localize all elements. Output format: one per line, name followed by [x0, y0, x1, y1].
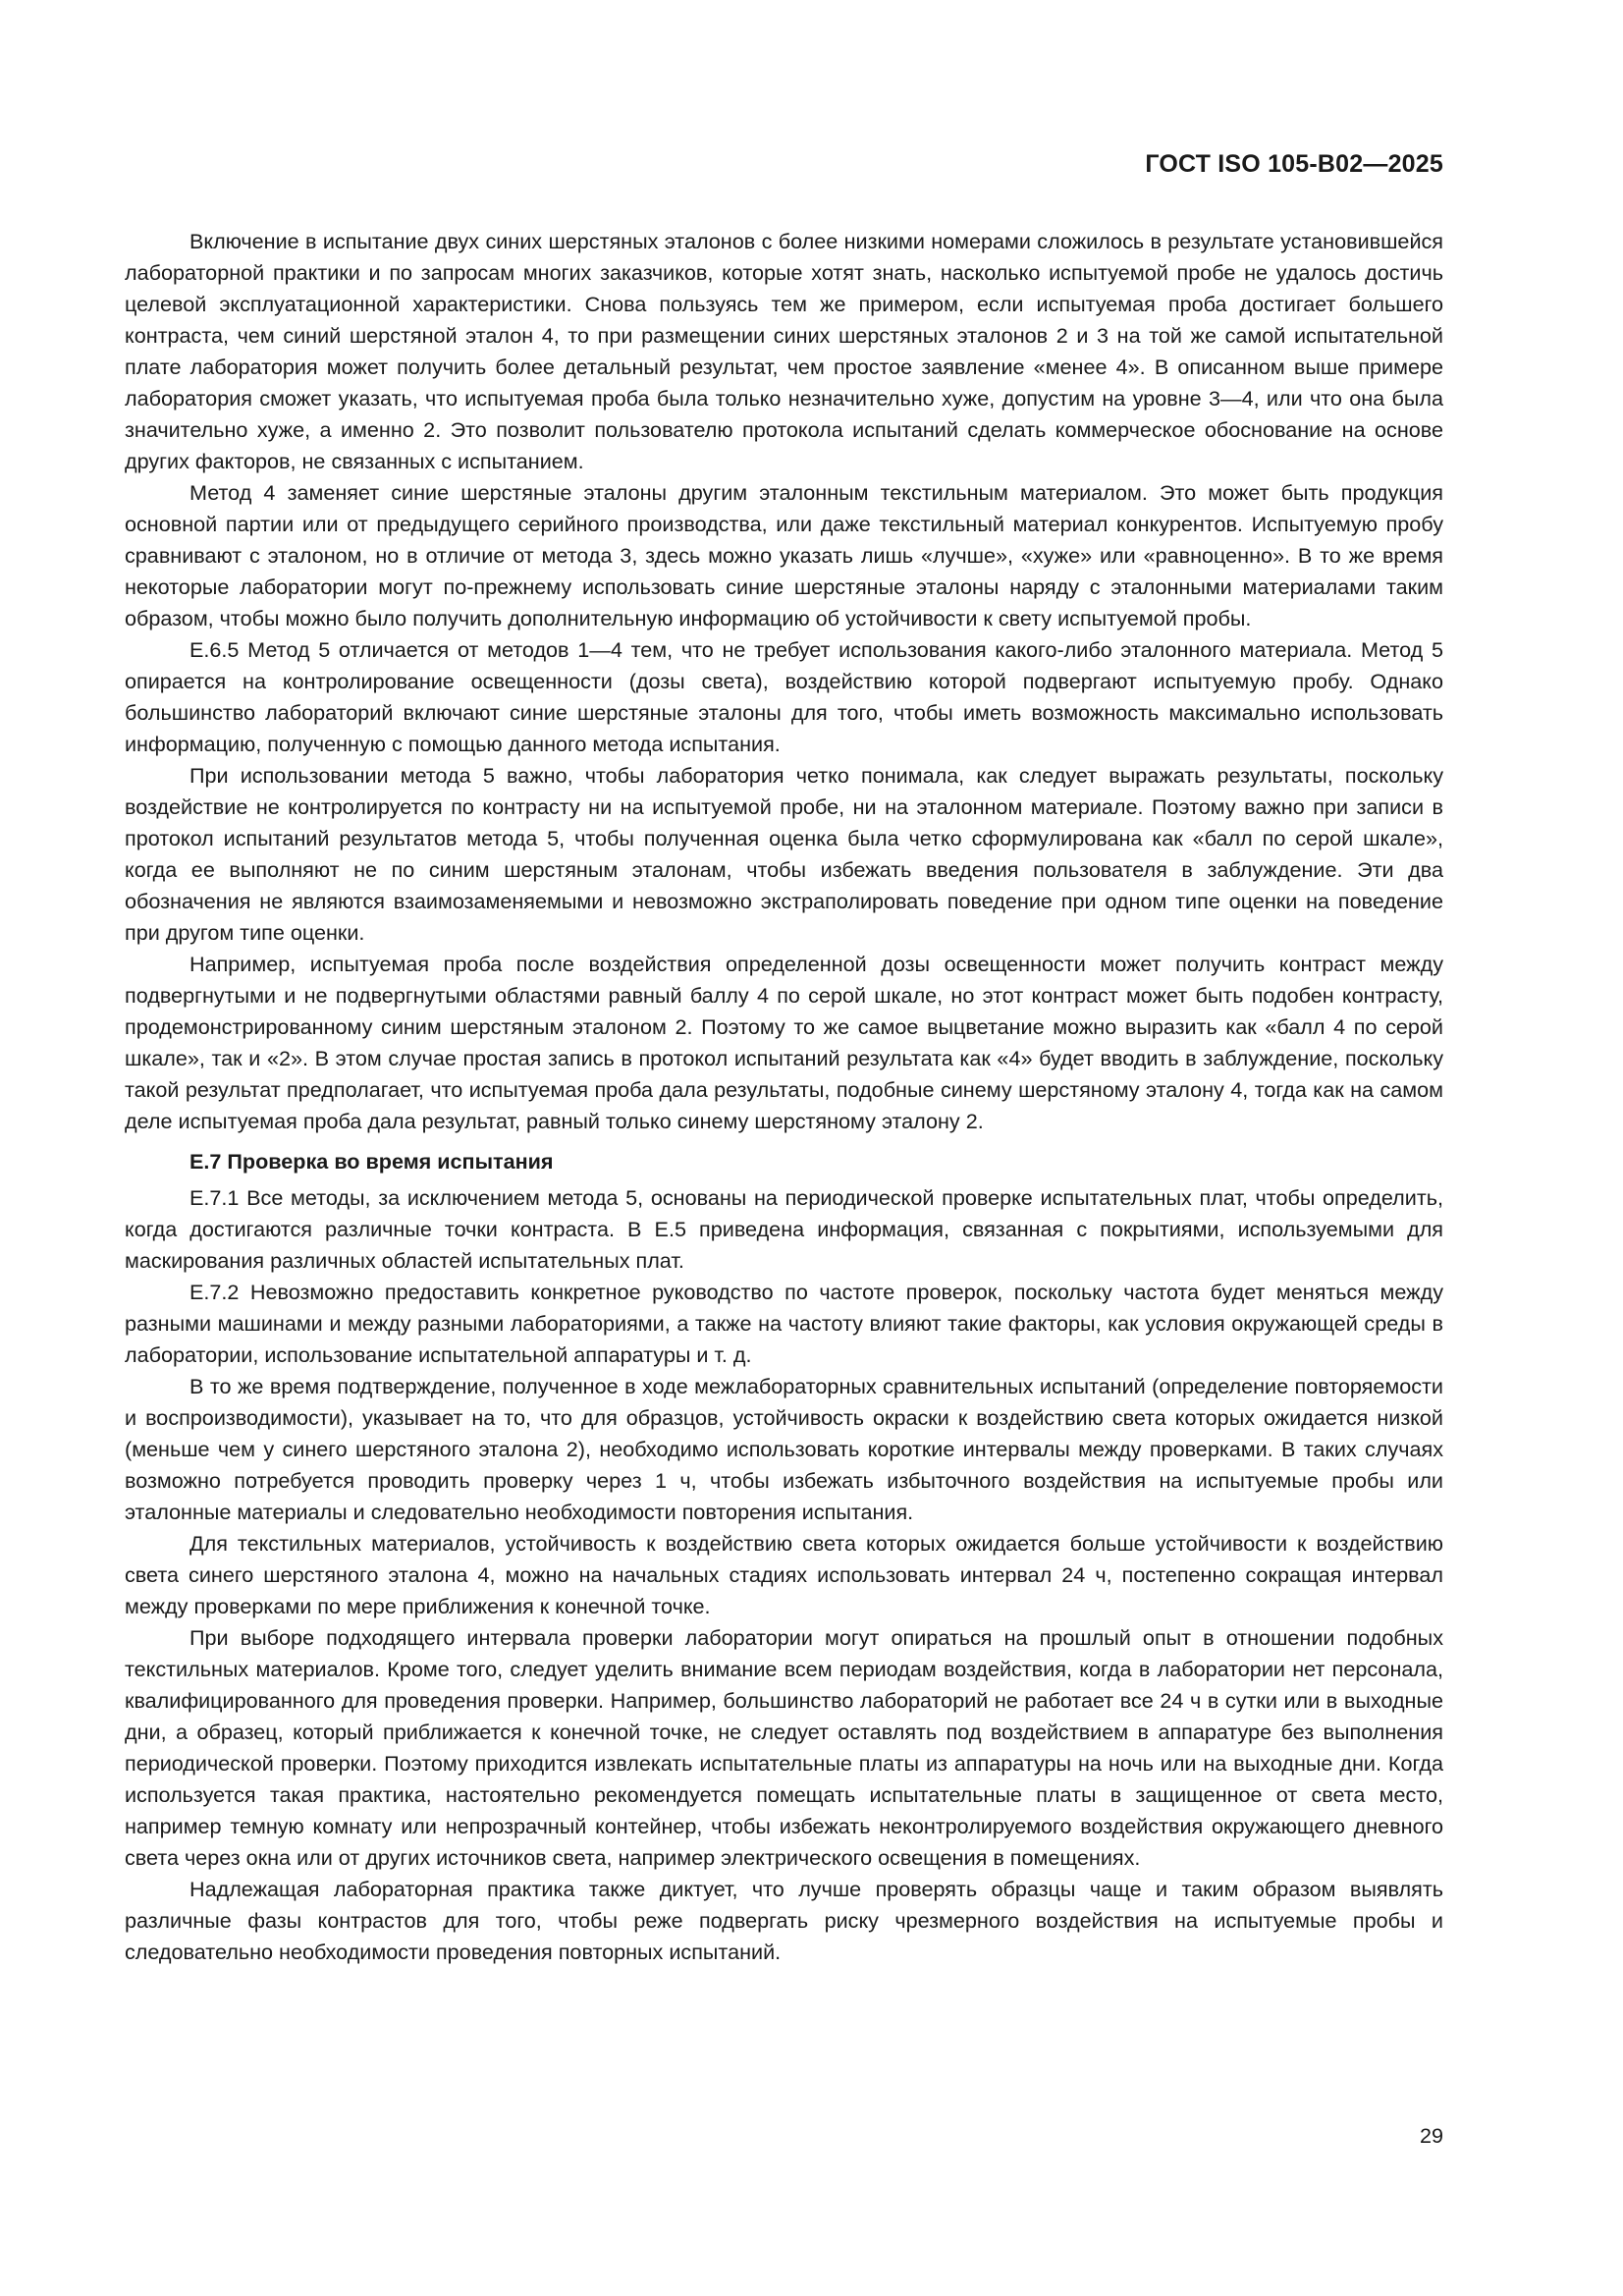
paragraph: Включение в испытание двух синих шерстяных эталонов с более низкими номерами сложилось в результате установившейся лабораторной практики и по запросам многих заказчиков, которые хотят знать, насколько испытуемой пробе не удалось достичь целевой эксплуатационной характеристики. Снова пользуясь тем же примером, если испытуемая проба достигает большего контраста, чем синий шерстяной эталон 4, то при размещении синих шерстяных эталонов 2 и 3 на той же самой испытательной плате лаборатория может получить более детальный результат, чем простое заявление «менее 4». В описанном выше примере лаборатория сможет указать, что испытуемая проба была только незначительно хуже, допустим на уровне 3—4, или что она была значительно хуже, а именно 2. Это позволит пользователю протокола испытаний сделать коммерческое обоснование на основе других факторов, не связанных с испытанием.: [125, 229, 1443, 473]
document-body: [125, 226, 1443, 1968]
paragraph: Например, испытуемая проба после воздействия определенной дозы освещенности может получить контраст между подвергнутыми и не подвергнутыми областями равный баллу 4 по серой шкале, но этот контраст может быть подобен контрасту, продемонстрированному синим шерстяным эталоном 2. Поэтому то же самое выцветание можно выразить как «балл 4 по серой шкале», так и «2». В этом случае простая запись в протокол испытаний результата как «4» будет вводить в заблуждение, поскольку такой результат предполагает, что испытуемая проба дала результаты, подобные синему шерстяному эталону 4, тогда как на самом деле испытуемая проба дала результат, равный только синему шерстяному эталону 2.: [125, 952, 1443, 1133]
paragraph: В то же время подтверждение, полученное в ходе межлабораторных сравнительных испытаний (определение повторяемости и воспроизводимости), указывает на то, что для образцов, устойчивость окраски к воздействию света которых ожидается низкой (меньше чем у синего шерстяного эталона 2), необходимо использовать короткие интервалы между проверками. В таких случаях возможно потребуется проводить проверку через 1 ч, чтобы избежать избыточного воздействия на испытуемые пробы или эталонные материалы и следовательно необходимости повторения испытания.: [125, 1374, 1443, 1524]
page-number: 29: [1419, 2123, 1443, 2148]
paragraph: При выборе подходящего интервала проверки лаборатории могут опираться на прошлый опыт в отношении подобных текстильных материалов. Кроме того, следует уделить внимание всем периодам воздействия, когда в лаборатории нет персонала, квалифицированного для проведения проверки. Например, большинство лабораторий не работает все 24 ч в сутки или в выходные дни, а образец, который приближается к конечной точке, не следует оставлять под воздействием в аппаратуре без выполнения периодической проверки. Поэтому приходится извлекать испытательные платы из аппаратуры на ночь или на выходные дни. Когда используется такая практика, настоятельно рекомендуется помещать испытательные платы в защищенное от света место, например темную комнату или непрозрачный контейнер, чтобы избежать неконтролируемого воздействия окружающего дневного света через окна или от других источников света, например электрического освещения в помещениях.: [125, 1625, 1443, 1870]
section-heading: Е.7 Проверка во время испытания: [189, 1149, 554, 1174]
document-header: ГОСТ ISO 105-B02—2025: [1145, 150, 1443, 178]
paragraph: Надлежащая лабораторная практика также диктует, что лучше проверять образцы чаще и таким образом выявлять различные фазы контрастов для того, чтобы реже подвергать риску чрезмерного воздействия на испытуемые пробы и следовательно необходимости проведения повторных испытаний.: [125, 1877, 1443, 1964]
paragraph: Е.7.2 Невозможно предоставить конкретное руководство по частоте проверок, поскольку частота будет меняться между разными машинами и между разными лабораториями, а также на частоту влияют такие факторы, как условия окружающей среды в лаборатории, использование испытательной аппаратуры и т. д.: [125, 1280, 1443, 1367]
paragraph: Для текстильных материалов, устойчивость к воздействию света которых ожидается больше устойчивости к воздействию света синего шерстяного эталона 4, можно на начальных стадиях использовать интервал 24 ч, постепенно сокращая интервал между проверками по мере приближения к конечной точке.: [125, 1531, 1443, 1618]
paragraph: Е.7.1 Все методы, за исключением метода 5, основаны на периодической проверке испытательных плат, чтобы определить, когда достигаются различные точки контраста. В Е.5 приведена информация, связанная с покрытиями, используемыми для маскирования различных областей испытательных плат.: [125, 1185, 1443, 1273]
paragraph: Метод 4 заменяет синие шерстяные эталоны другим эталонным текстильным материалом. Это может быть продукция основной партии или от предыдущего серийного производства, или даже текстильный материал конкурентов. Испытуемую пробу сравнивают с эталоном, но в отличие от метода 3, здесь можно указать лишь «лучше», «хуже» или «равноценно». В то же время некоторые лаборатории могут по-прежнему использовать синие шерстяные эталоны наряду с эталонными материалами таким образом, чтобы можно было получить дополнительную информацию об устойчивости к свету испытуемой пробы.: [125, 480, 1443, 630]
paragraph: При использовании метода 5 важно, чтобы лаборатория четко понимала, как следует выражать результаты, поскольку воздействие не контролируется по контрасту ни на испытуемой пробе, ни на эталонном материале. Поэтому важно при записи в протокол испытаний результатов метода 5, чтобы полученная оценка была четко сформулирована как «балл по серой шкале», когда ее выполняют не по синим шерстяным эталонам, чтобы избежать введения пользователя в заблуждение. Эти два обозначения не являются взаимозаменяемыми и невозможно экстраполировать поведение при одном типе оценки на поведение при другом типе оценки.: [125, 763, 1443, 945]
paragraph: Е.6.5 Метод 5 отличается от методов 1—4 тем, что не требует использования какого-либо эталонного материала. Метод 5 опирается на контролирование освещенности (дозы света), воздействию которой подвергают испытуемую пробу. Однако большинство лабораторий включают синие шерстяные эталоны для того, чтобы иметь возможность максимально использовать информацию, полученную с помощью данного метода испытания.: [125, 637, 1443, 756]
